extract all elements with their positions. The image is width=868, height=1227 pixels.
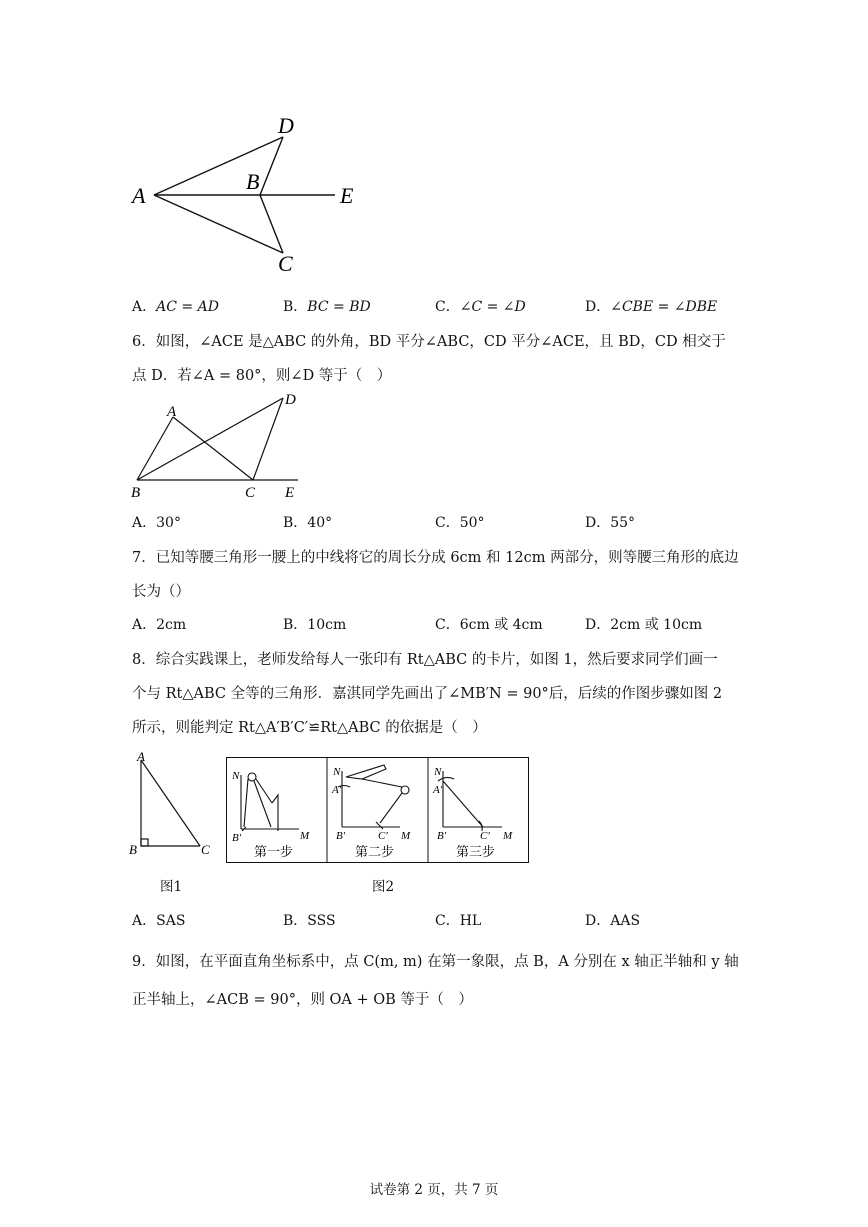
figure-q5 <box>120 105 380 280</box>
step-1 <box>241 773 299 831</box>
label-c: C <box>278 251 293 276</box>
q6-line-1: 6．如图，∠ACE 是△ABC 的外角，BD 平分∠ABC，CD 平分∠ACE，且 BD，CD 相交于 <box>132 334 726 350</box>
q7-line-1: 7．已知等腰三角形一腰上的中线将它的周长分成 6cm 和 12cm 两部分，则等腰三角形的底边 <box>132 550 739 566</box>
option-a[interactable] <box>132 910 185 930</box>
figure-q6 <box>125 388 315 503</box>
q8-line-3: 所示，则能判定 Rt△A′B′C′≌Rt△ABC 的依据是（ ） <box>132 720 487 736</box>
step-2-label-b: B′ <box>336 830 346 842</box>
option-letter: D． <box>585 299 611 315</box>
option-c[interactable] <box>435 910 481 930</box>
label-b: B <box>129 842 137 857</box>
step-2-label-n: N <box>333 766 341 778</box>
step-3-label-a: A′ <box>433 784 443 796</box>
option-text: SAS <box>156 913 186 929</box>
label-a: A <box>132 183 146 208</box>
q7-line-2: 长为（） <box>132 584 190 600</box>
step-3-label-n: N <box>434 766 442 778</box>
step-2-label-c: C′ <box>378 830 388 842</box>
option-letter: B． <box>283 617 308 633</box>
step-3-caption: 第三步 <box>456 844 496 859</box>
q8-line-2: 个与 Rt△ABC 全等的三角形．嘉淇同学先画出了∠MB′N = 90°后，后续的作图步骤如图 2 <box>132 686 723 702</box>
option-b[interactable] <box>283 296 371 316</box>
q8-line-1: 8．综合实践课上，老师发给每人一张印有 Rt△ABC 的卡片，如图 1，然后要求同学们画一 <box>132 652 718 668</box>
option-letter: D． <box>585 515 611 531</box>
option-text: ∠CBE = ∠DBE <box>610 299 718 315</box>
option-text: 6cm 或 4cm <box>459 617 543 633</box>
option-b[interactable] <box>283 910 336 930</box>
option-text: BC = BD <box>307 299 371 315</box>
step-3-label-m: M <box>503 830 513 842</box>
q9-line-1: 9．如图，在平面直角坐标系中，点 C(m, m) 在第一象限，点 B，A 分别在 x 轴正半轴和 y 轴 <box>132 954 739 970</box>
option-b[interactable] <box>283 614 346 634</box>
option-c[interactable] <box>435 512 485 532</box>
label-b: B <box>246 169 260 194</box>
option-letter: C． <box>435 515 460 531</box>
step-1-label-n: N <box>232 770 240 782</box>
option-letter: A． <box>132 515 157 531</box>
option-d[interactable] <box>585 614 702 634</box>
figure-1-right-triangle <box>128 748 218 863</box>
option-c[interactable] <box>435 614 543 634</box>
step-1-label-b: B′ <box>232 832 242 844</box>
option-text: ∠C = ∠D <box>459 299 526 315</box>
label-d: D <box>285 392 296 408</box>
option-text: HL <box>459 913 482 929</box>
figure-2-steps <box>226 757 530 864</box>
option-text: 10cm <box>307 617 347 633</box>
option-letter: A． <box>132 913 157 929</box>
q9-line-2: 正半轴上，∠ACB = 90°，则 OA + OB 等于（ ） <box>132 992 473 1008</box>
option-letter: C． <box>435 913 460 929</box>
step-3-label-c: C′ <box>480 830 490 842</box>
figure-2-caption: 图2 <box>372 879 395 895</box>
option-text: 2cm 或 10cm <box>610 617 703 633</box>
option-letter: B． <box>283 515 308 531</box>
option-c[interactable] <box>435 296 526 316</box>
label-d: D <box>278 113 294 138</box>
step-3 <box>438 771 502 831</box>
step-2-label-a: A′ <box>332 784 342 796</box>
step-2-label-m: M <box>401 830 411 842</box>
option-text: 30° <box>156 515 181 531</box>
option-a[interactable] <box>132 296 219 316</box>
label-a: A <box>137 749 145 764</box>
label-c: C <box>245 485 256 501</box>
option-d[interactable] <box>585 910 640 930</box>
option-letter: B． <box>283 299 308 315</box>
option-text: AAS <box>610 913 641 929</box>
option-d[interactable] <box>585 296 717 316</box>
option-text: 2cm <box>156 617 187 633</box>
option-letter: C． <box>435 299 460 315</box>
option-letter: D． <box>585 617 611 633</box>
step-1-label-m: M <box>300 830 310 842</box>
step-2 <box>338 765 409 829</box>
option-b[interactable] <box>283 512 332 532</box>
option-letter: A． <box>132 617 157 633</box>
figure-1-caption: 图1 <box>160 879 183 895</box>
page-footer: 试卷第 2 页，共 7 页 <box>369 1182 499 1198</box>
option-letter: B． <box>283 913 308 929</box>
label-e: E <box>340 183 354 208</box>
option-text: 50° <box>459 515 485 531</box>
step-1-caption: 第一步 <box>254 844 294 859</box>
label-b: B <box>131 485 141 501</box>
step-2-caption: 第二步 <box>355 844 395 859</box>
step-3-label-b: B′ <box>437 830 447 842</box>
option-letter: C． <box>435 617 460 633</box>
option-text: 40° <box>307 515 333 531</box>
label-a: A <box>167 404 177 420</box>
option-d[interactable] <box>585 512 635 532</box>
option-a[interactable] <box>132 614 186 634</box>
option-text: SSS <box>307 913 336 929</box>
label-c: C <box>201 842 210 857</box>
option-a[interactable] <box>132 512 181 532</box>
option-letter: D． <box>585 913 611 929</box>
option-text: 55° <box>610 515 636 531</box>
q6-line-2: 点 D．若∠A = 80°，则∠D 等于（ ） <box>132 368 392 384</box>
option-letter: A． <box>132 299 157 315</box>
option-text: AC = AD <box>156 299 219 315</box>
label-e: E <box>285 485 295 501</box>
